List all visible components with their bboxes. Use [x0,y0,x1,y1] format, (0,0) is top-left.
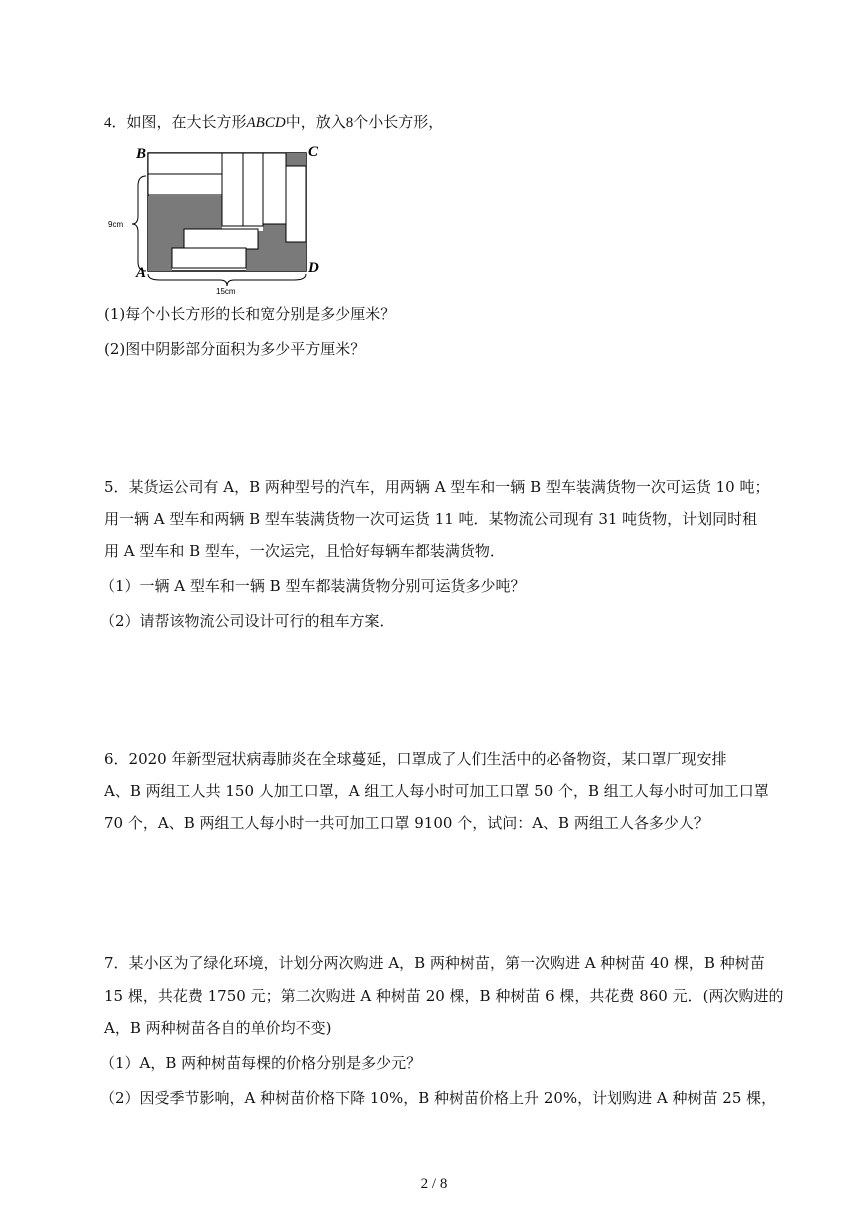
q7-sub2: （2）因受季节影响，A 种树苗价格下降 10%，B 种树苗价格上升 20%，计划购进 A 种树苗 25 棵， [100,1089,777,1107]
label-c: C [308,144,319,160]
q5-line3: 用 A 型车和 B 型车，一次运完，且恰好每辆车都装满货物． [104,542,505,560]
rectangle-diagram [108,138,338,298]
q7-sub1: （1）A，B 两种树苗每棵的价格分别是多少元？ [100,1054,422,1072]
label-height: 9cm [108,220,124,229]
label-b: B [136,146,147,162]
shaded-region-top-right [286,153,306,166]
q7-line3: A，B 两种树苗各自的单价均不变) [104,1019,332,1037]
q5-sub2: （2）请帮该物流公司设计可行的租车方案． [100,612,395,630]
q5-line1: 5．某货运公司有 A，B 两种型号的汽车，用两辆 A 型车和一辆 B 型车装满货物一次可运货 10 吨； [104,478,770,496]
q6-line1: 6．2020 年新型冠状病毒肺炎在全球蔓延，口罩成了人们生活中的必备物资，某口罩厂现安排 [104,750,727,768]
width-brace [148,274,306,286]
small-rect-4 [243,153,263,226]
q6-line3: 70 个，A、B 两组工人每小时一共可加工口罩 9100 个，试问：A、B 两组工人各多少人？ [104,814,709,832]
small-rect-7 [184,229,258,249]
small-rect-1 [148,153,222,174]
q7-line2: 15 棵，共花费 1750 元；第二次购进 A 种树苗 20 棵，B 种树苗 6 棵，共花费 860 元．(两次购进的 [104,987,784,1005]
height-brace [132,176,146,271]
q4-intro-count: 8 [345,115,354,131]
small-rect-8 [172,248,246,268]
q4-intro-text3: 个小长方形， [353,113,444,131]
q7-line1: 7．某小区为了绿化环境，计划分两次购进 A，B 两种树苗，第一次购进 A 种树苗 40 棵，B 种树苗 [104,954,765,972]
q4-intro-text: ．如图，在大长方形 [111,113,247,131]
label-width: 15cm [216,287,236,296]
q4-sub2: (2)图中阴影部分面积为多少平方厘米？ [104,340,366,358]
label-a: A [136,265,147,281]
q5-line2: 用一辆 A 型车和两辆 B 型车装满货物一次可运货 11 吨．某物流公司现有 31 吨货物，计划同时租 [104,510,758,528]
q4-intro [104,112,443,133]
q4-intro-var: ABCD [246,115,286,131]
q4-number: 4 [104,115,112,131]
q4-intro-text2: 中，放入 [285,113,346,131]
label-d: D [308,260,319,276]
small-rect-3 [222,153,243,226]
small-rect-5 [263,153,286,224]
page-indicator: 2 / 8 [420,1176,448,1192]
small-rect-6 [286,166,306,242]
small-rect-2 [148,174,222,195]
q6-line2: A、B 两组工人共 150 人加工口罩，A 组工人每小时可加工口罩 50 个，B 组工人每小时可加工口罩 [104,782,769,800]
q4-figure [108,138,338,298]
q4-sub1: (1)每个小长方形的长和宽分别是多少厘米？ [104,305,396,323]
q5-sub1: （1）一辆 A 型车和一辆 B 型车都装满货物分别可运货多少吨？ [100,577,526,595]
